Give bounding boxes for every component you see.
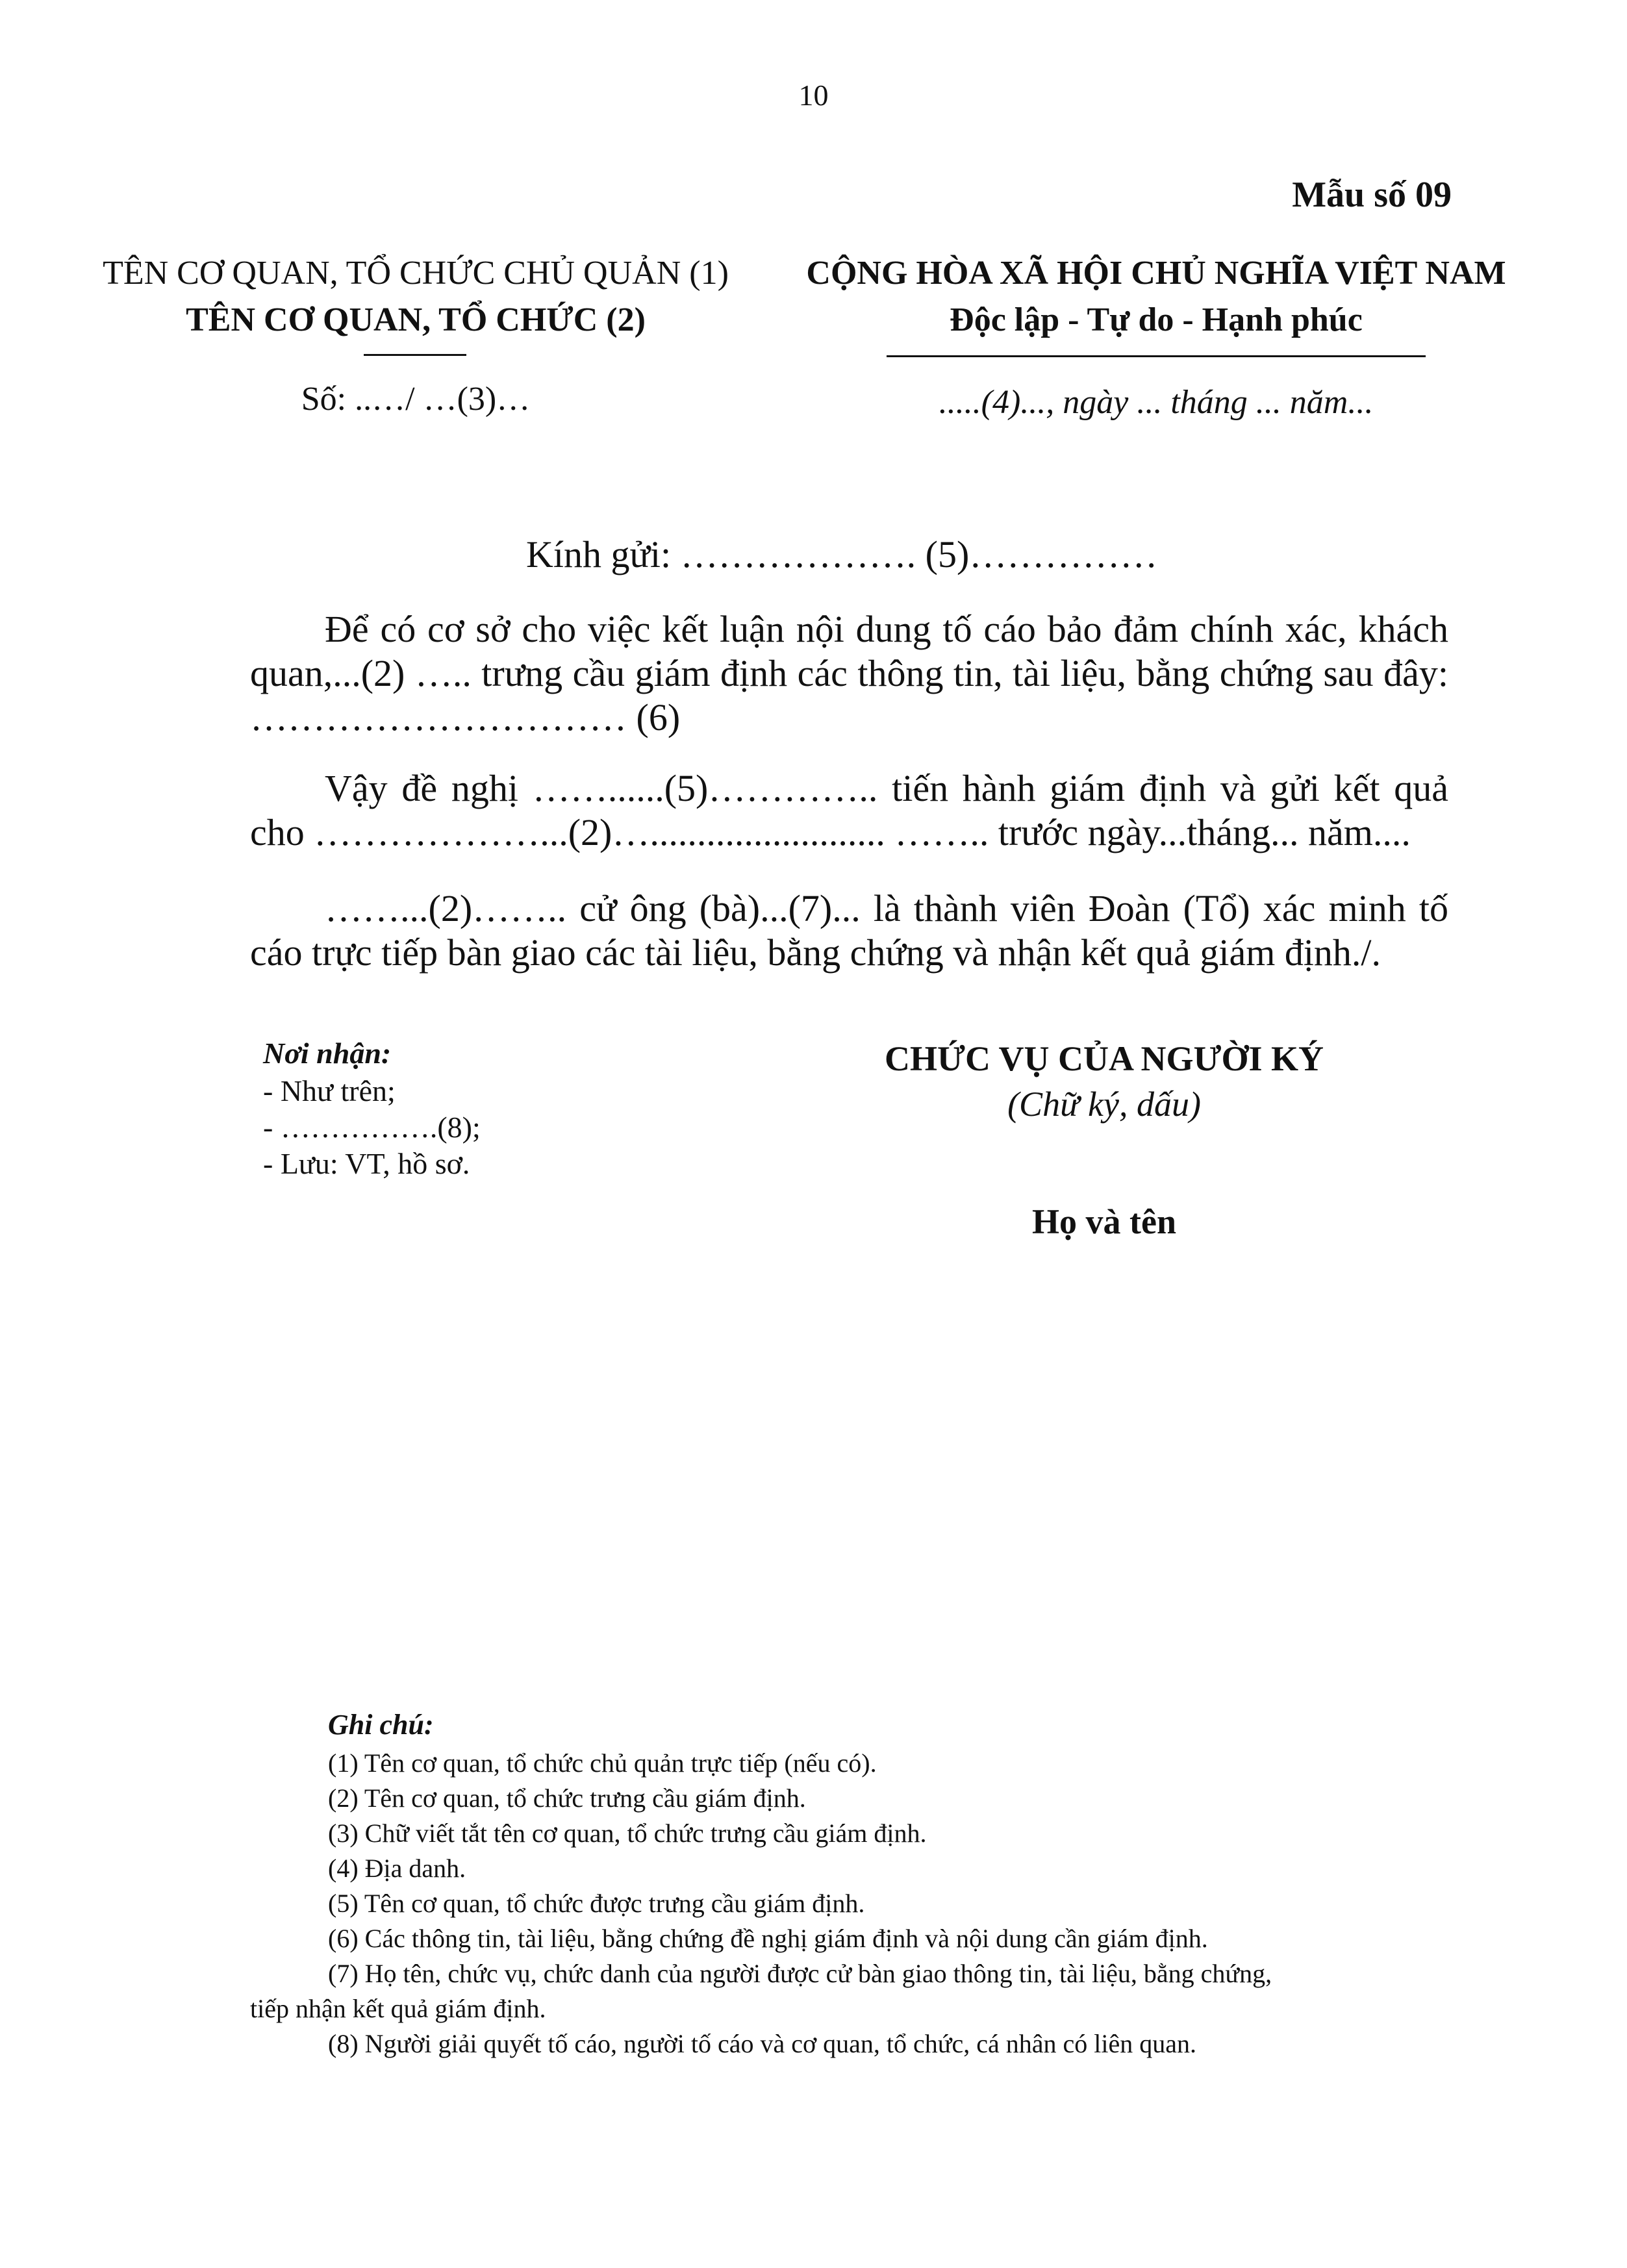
body-paragraph-1: Để có cơ sở cho việc kết luận nội dung tố cáo bảo đảm chính xác, khách quan,...(2) ….. trưng cầu giám định các thông tin, tài liệu, bằng chứng sau đây: ………………………… (6) [250,608,1448,738]
notes-list [250,1746,1458,2061]
issuing-agency-header [84,250,747,344]
notes-title: Ghi chú: [328,1709,434,1741]
body-paragraph-2: Vậy đề nghị ……......(5)………….. tiến hành giám định và gửi kết quả cho ………………...(2)…......................... …….. trước ngày...tháng... năm.... [250,767,1448,853]
list-item: (2) Tên cơ quan, tổ chức trưng cầu giám định. [328,1783,806,1813]
motto: Độc lập - Tự do - Hạnh phúc [950,301,1363,338]
recipients-list [263,1073,481,1182]
list-item: (3) Chữ viết tắt tên cơ quan, tổ chức trưng cầu giám định. [328,1819,927,1848]
list-item: (7) Họ tên, chức vụ, chức danh của người được cử bàn giao thông tin, tài liệu, bằng chứng, [328,1959,1272,1988]
signature-note: (Chữ ký, dấu) [1007,1085,1201,1124]
agency-name: TÊN CƠ QUAN, TỔ CHỨC (2) [186,301,646,338]
list-item: (4) Địa danh. [328,1854,466,1883]
national-motto-header [773,250,1539,344]
signature-block [825,1036,1383,1127]
page-number: 10 [798,79,829,112]
recipients-title: Nơi nhận: [263,1037,392,1070]
motto-divider [887,355,1426,357]
list-item: (6) Các thông tin, tài liệu, bằng chứng đề nghị giám định và nội dung cần giám định. [328,1924,1208,1953]
list-item: - Lưu: VT, hồ sơ. [263,1147,470,1180]
list-item: - Như trên; [263,1074,396,1107]
form-code: Mẫu số 09 [1292,175,1452,215]
recipient-line: Kính gửi: ………………. (5)…………… [526,533,1158,575]
body-paragraph-3: ……...(2)…….. cử ông (bà)...(7)... là thành viên Đoàn (Tổ) xác minh tố cáo trực tiếp bàn giao các tài liệu, bằng chứng và nhận kết quả giám định./. [250,887,1448,974]
signer-position: CHỨC VỤ CỦA NGƯỜI KÝ [884,1039,1324,1078]
list-item: - …………….(8); [263,1111,481,1144]
list-item: (8) Người giải quyết tố cáo, người tố cáo và cơ quan, tổ chức, cá nhân có liên quan. [328,2029,1196,2058]
agency-divider [364,354,466,356]
country-name: CỘNG HÒA XÃ HỘI CHỦ NGHĨA VIỆT NAM [806,255,1506,292]
list-item: tiếp nhận kết quả giám định. [250,1994,546,2023]
document-number: Số: ..…/ …(3)… [301,381,531,418]
signer-name: Họ và tên [1032,1202,1176,1241]
list-item: (5) Tên cơ quan, tổ chức được trưng cầu giám định. [328,1889,865,1918]
place-and-date: .....(4)..., ngày ... tháng ... năm... [939,384,1374,421]
list-item: (1) Tên cơ quan, tổ chức chủ quản trực tiếp (nếu có). [328,1748,877,1778]
parent-agency-name: TÊN CƠ QUAN, TỔ CHỨC CHỦ QUẢN (1) [103,255,729,292]
